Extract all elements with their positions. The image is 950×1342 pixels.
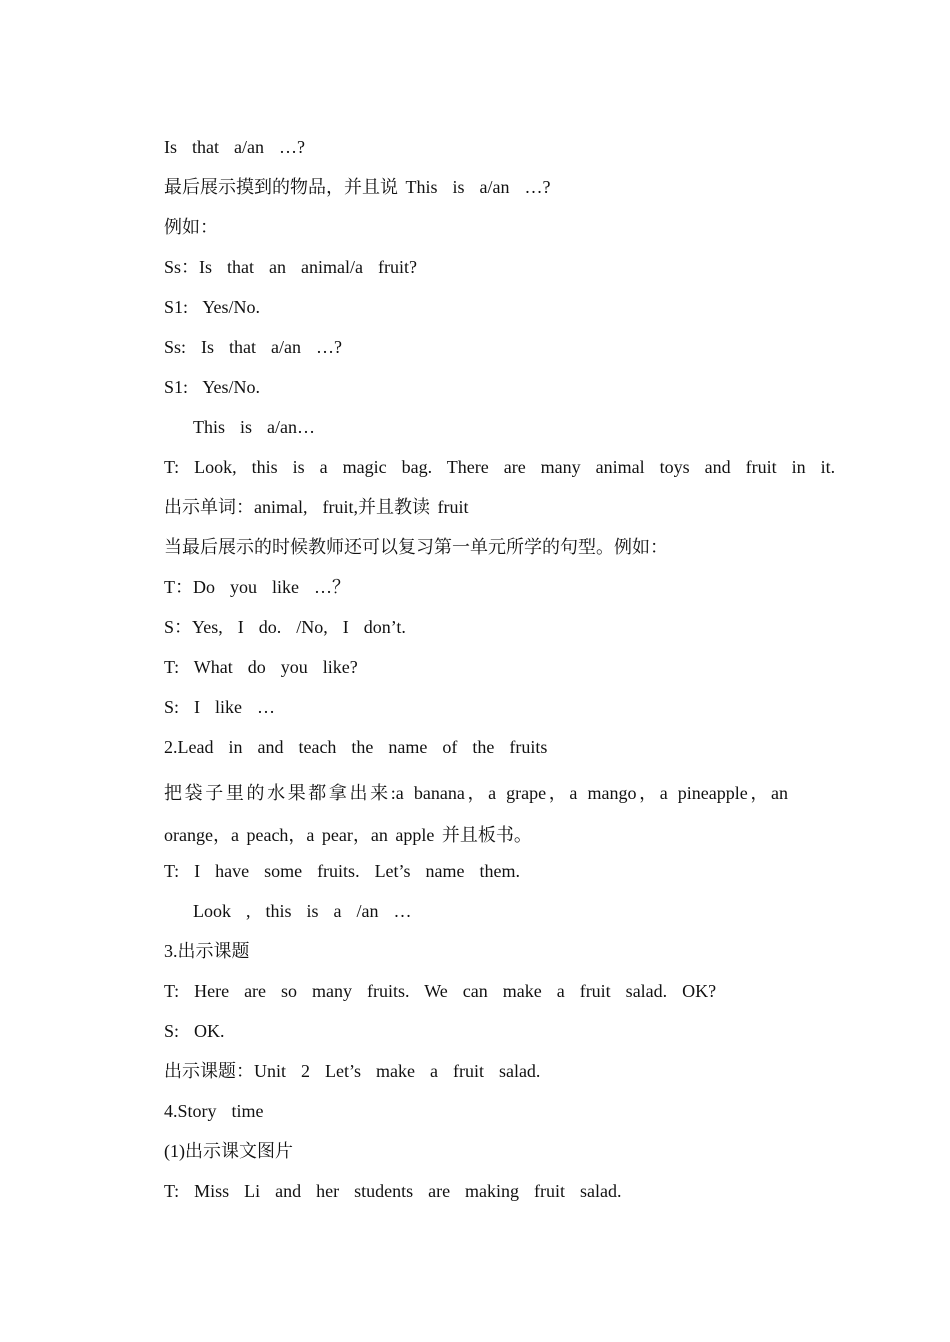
text-line: 4.Story time	[164, 1101, 264, 1121]
text-line: 2.Lead in and teach the name of the fruits	[164, 737, 548, 757]
text-line: This is a/an…	[193, 417, 315, 437]
text-line: 例如：	[164, 217, 218, 237]
text-line: 出示课题：Unit 2 Let’s make a fruit salad.	[164, 1061, 541, 1081]
text-line: S1: Yes/No.	[164, 377, 261, 397]
text-line: Ss：Is that an animal/a fruit?	[164, 257, 417, 277]
text-line: 把袋子里的水果都拿出来:a banana，a grape，a mango，a pineapple，an orange，a peach，a pear，an apple 并且板书。	[164, 783, 788, 845]
text-line: 当最后展示的时候教师还可以复习第一单元所学的句型。例如：	[164, 537, 668, 557]
text-line: Look , this is a /an …	[193, 901, 412, 921]
text-line: S：Yes, I do. /No, I don’t.	[164, 617, 406, 637]
text-line: T：Do you like …？	[164, 577, 350, 597]
lesson-text	[164, 132, 836, 1216]
text-line: T: What do you like?	[164, 657, 358, 677]
text-line: S: I like …	[164, 697, 275, 717]
text-line: S1: Yes/No.	[164, 297, 261, 317]
text-line: T: Miss Li and her students are making fruit salad.	[164, 1181, 622, 1201]
text-line: T: Here are so many fruits. We can make a fruit salad. OK?	[164, 981, 717, 1001]
text-line: 最后展示摸到的物品，并且说 This is a/an …?	[164, 177, 551, 197]
text-line: S: OK.	[164, 1021, 225, 1041]
text-line: (1)出示课文图片	[164, 1141, 293, 1161]
text-line: Is that a/an …?	[164, 137, 305, 157]
text-line: Ss: Is that a/an …?	[164, 337, 342, 357]
text-line: 出示单词：animal, fruit,并且教读 fruit	[164, 497, 469, 517]
text-line: T: I have some fruits. Let’s name them.	[164, 861, 521, 881]
text-line: 3.出示课题	[164, 941, 250, 961]
text-line: T: Look, this is a magic bag. There are many animal toys and fruit in it.	[164, 457, 836, 477]
